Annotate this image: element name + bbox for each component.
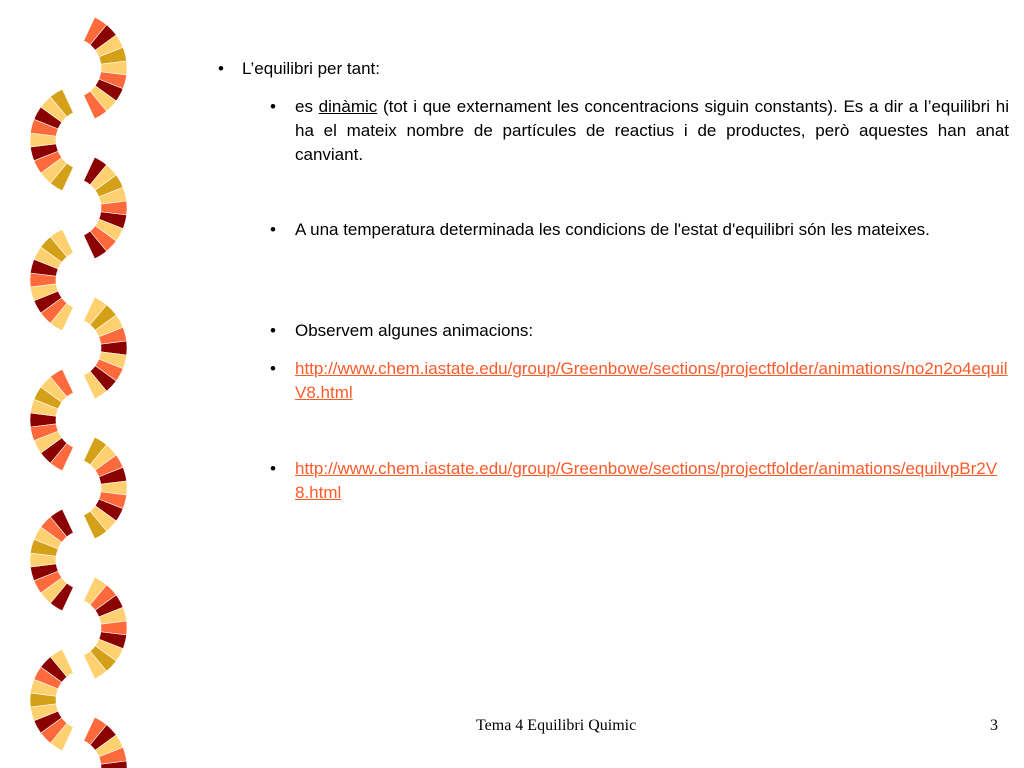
text-dinamic-rest: (tot i que externament les concentracions siguin constants). Es a dir a l’equilibri hi ha el mateix nombre de partícules de reactius i de productes, però aquestes han anat canviant. <box>295 97 1009 164</box>
text-dinamic <box>295 95 1009 167</box>
bullet-animacions: • <box>270 321 276 340</box>
footer-title: Tema 4 Equilibri Quimic <box>476 717 637 734</box>
text-dinamic-prefix: es <box>295 97 319 116</box>
heading-bullet: • <box>218 59 224 78</box>
bullet-link-1: • <box>270 359 276 378</box>
text-temperatura: A una temperatura determinada les condicions de l'estat d'equilibri són les mateixes. <box>295 220 930 239</box>
bullet-temperatura: • <box>270 220 276 239</box>
page-number: 3 <box>990 717 998 734</box>
text-animacions: Observem algunes animacions: <box>295 321 534 340</box>
link-no2n2o4-animation[interactable]: http://www.chem.iastate.edu/group/Greenbowe/sections/projectfolder/animations/no2n2o4equilV8.html <box>295 359 1008 402</box>
bullet-link-2: • <box>270 459 276 478</box>
term-dinamic: dinàmic <box>318 97 378 116</box>
link-br2-animation[interactable]: http://www.chem.iastate.edu/group/Greenbowe/sections/projectfolder/animations/equilvpBr2V8.html <box>295 459 998 502</box>
slide-heading: L’equilibri per tant: <box>242 59 380 78</box>
bullet-dinamic: • <box>270 97 276 116</box>
